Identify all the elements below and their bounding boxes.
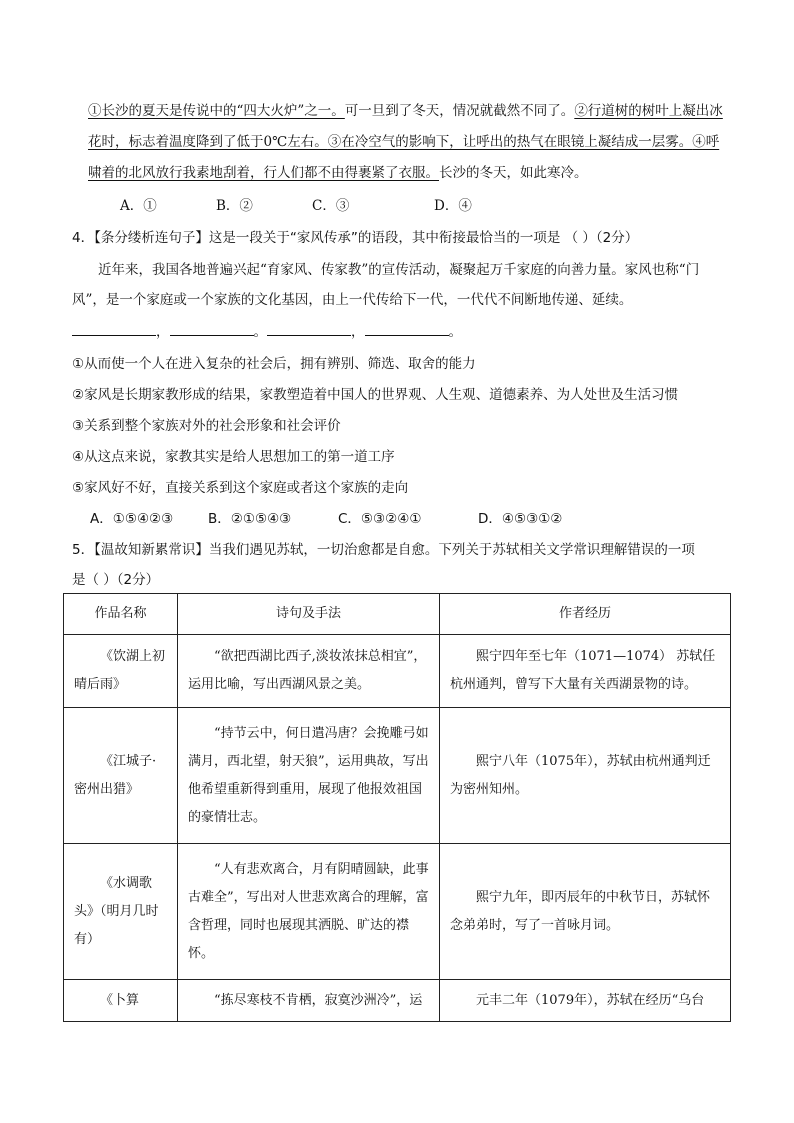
cell-title: 《卜算 xyxy=(64,980,178,1022)
q3-option-d[interactable]: D．④ xyxy=(434,198,472,214)
cell-content: “拣尽寒枝不肯栖，寂寞沙洲冷”，运 xyxy=(178,980,440,1022)
q3-options xyxy=(120,194,472,214)
q4-options xyxy=(90,507,562,527)
q4-item-5: ⑤家风好不好，直接关系到这个家庭或者这个家族的走向 xyxy=(72,480,409,496)
q4-option-d[interactable]: D．④⑤③①② xyxy=(478,511,563,527)
q4-item-2: ②家风是长期家教形成的结果，家教塑造着中国人的世界观、人生观、道德素养、为人处世及生活习惯 xyxy=(72,387,679,403)
sentence-4b: 长沙的冬天，如此寒冷。 xyxy=(439,165,588,181)
su-shi-table xyxy=(63,593,731,1022)
q4-option-c[interactable]: C．⑤③②④① xyxy=(338,511,422,527)
cell-title: 《江城子·密州出猎》 xyxy=(64,708,178,844)
blank-punct-2: 。 xyxy=(253,324,267,340)
blank-punct-1: ， xyxy=(156,324,170,340)
blank-punct-4: 。 xyxy=(448,324,462,340)
q3-option-c[interactable]: C．③ xyxy=(312,198,350,214)
table-header-row xyxy=(64,594,731,635)
cell-bio: 熙宁八年（1075年），苏轼由杭州通判迁为密州知州。 xyxy=(440,708,731,844)
cell-title: 《水调歌头》（明月几时有） xyxy=(64,844,178,980)
table-row xyxy=(64,844,731,980)
q4-option-b[interactable]: B．②①⑤④③ xyxy=(208,511,292,527)
table-row xyxy=(64,708,731,844)
sentence-1: ①长沙的夏天是传说中的“四大火炉”之一。 xyxy=(88,103,345,119)
header-author-experience: 作者经历 xyxy=(440,594,731,635)
table-row xyxy=(64,980,731,1022)
cell-bio: 熙宁四年至七年（1071—1074） 苏轼任杭州通判，曾写下大量有关西湖景物的诗。 xyxy=(440,635,731,708)
q4-item-3: ③关系到整个家族对外的社会形象和社会评价 xyxy=(72,418,341,434)
cell-content: “持节云中，何日遣冯唐？会挽雕弓如满月，西北望，射天狼”，运用典故，写出他希望重新得到重用，展现了他报效祖国的豪情壮志。 xyxy=(178,708,440,844)
q4-option-a[interactable]: A．①⑤④②③ xyxy=(90,511,174,527)
cell-bio: 元丰二年（1079年），苏轼在经历“乌台 xyxy=(440,980,731,1022)
q5-stem-line-2: 是（ ）（2分） xyxy=(72,572,160,588)
header-work-title: 作品名称 xyxy=(64,594,178,635)
blank-1[interactable] xyxy=(72,321,156,336)
blank-3[interactable] xyxy=(267,321,351,336)
blank-4[interactable] xyxy=(365,321,449,336)
cell-bio: 熙宁九年，即丙辰年的中秋节日，苏轼怀念弟弟时，写了一首咏月词。 xyxy=(440,844,731,980)
table-row xyxy=(64,635,731,708)
q3-option-b[interactable]: B．② xyxy=(216,198,253,214)
q4-item-1: ①从而使一个人在进入复杂的社会后，拥有辨别、筛选、取舍的能力 xyxy=(72,356,476,372)
sentence-3: ③在冷空气的影响下，让呼出的热气在眼镜上凝结成一层雾。 xyxy=(327,134,693,150)
q4-blanks xyxy=(72,320,462,340)
q4-stem: 4．【条分缕析连句子】这是一段关于“家风传承”的语段，其中衔接最恰当的一项是 （ ）（2分） xyxy=(72,230,639,246)
header-lines-technique: 诗句及手法 xyxy=(178,594,440,635)
blank-punct-3: ， xyxy=(351,324,365,340)
sentence-4: ④呼啸着的北风放行我素地刮着，行人们都不由得裹紧了衣服。 xyxy=(88,134,720,181)
sentence-1b: 可一旦到了冬天，情况就截然不同了。 xyxy=(344,103,575,119)
q4-passage-line-1: 近年来，我国各地普遍兴起“育家风、传家教”的宣传活动，凝聚起万千家庭的向善力量。家风也称“门 xyxy=(98,262,700,278)
q3-passage xyxy=(88,96,728,189)
q4-item-4: ④从这点来说，家教其实是给人思想加工的第一道工序 xyxy=(72,449,395,465)
cell-content: “人有悲欢离合，月有阴晴圆缺，此事古难全”，写出对人世悲欢离合的理解，富含哲理，同时也展现其洒脱、旷达的襟怀。 xyxy=(178,844,440,980)
cell-content: “欲把西湖比西子,淡妆浓抹总相宜”，运用比喻，写出西湖风景之美。 xyxy=(178,635,440,708)
cell-title: 《饮湖上初晴后雨》 xyxy=(64,635,178,708)
q4-passage-line-2: 风”，是一个家庭或一个家族的文化基因，由上一代传给下一代，一代代不间断地传递、延续。 xyxy=(72,292,633,308)
q3-option-a[interactable]: A．① xyxy=(120,198,157,214)
blank-2[interactable] xyxy=(170,321,254,336)
q5-stem-line-1: 5．【温故知新累常识】当我们遇见苏轼，一切治愈都是自愈。下列关于苏轼相关文学常识理解错误的一项 xyxy=(72,542,695,558)
sentence-2: ②行道树的树叶上凝出冰花时，标志着温度降到了低于0℃左右。 xyxy=(88,103,723,150)
